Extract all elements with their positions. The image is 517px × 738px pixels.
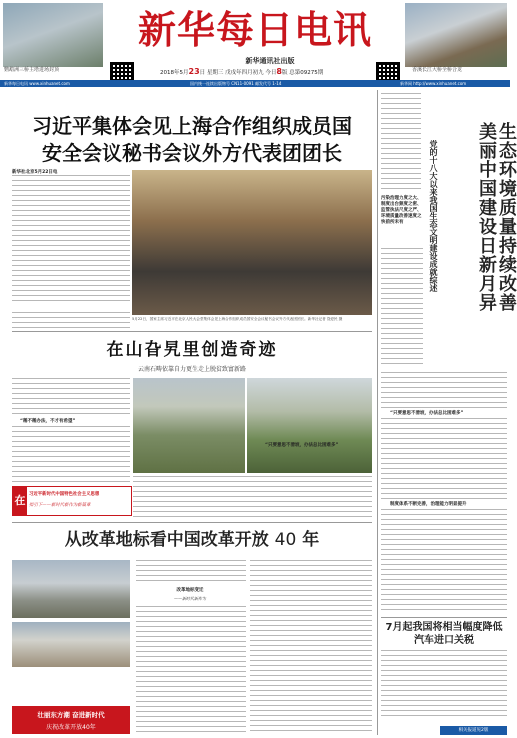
reform-body-col2	[136, 606, 246, 734]
column-divider	[377, 90, 378, 735]
ecology-section-3: 制度体系不断完善，治理能力明显提升	[390, 502, 467, 507]
tariff-headline: 7月起我国将相当幅度降低汽车进口关税	[385, 622, 503, 646]
divider	[12, 331, 372, 332]
masthead-right-photo	[405, 3, 507, 67]
slogan-line2: 指引下——新时代新作为新篇章	[29, 503, 91, 508]
anniversary-line1: 壮丽东方潮 奋进新时代	[37, 711, 105, 719]
ecology-vertical-subhead: 党的十八大以来我国生态文明建设成就综述	[429, 140, 438, 292]
info-bar-center: 国内统一连续出版物号 CN11-0091 邮发代号 1-14	[190, 81, 282, 86]
mountain-body-col1-bottom	[12, 426, 130, 484]
lead-body	[12, 170, 130, 310]
ecology-section-2: “只要意思不滑坡，办法总比困难多”	[390, 411, 464, 416]
anniversary-line2: 庆祝改革开放40年	[46, 724, 96, 731]
lead-headline-line1: 习近平集体会见上海合作组织成员国	[32, 114, 352, 138]
masthead-left-caption: 鹦鹉洲三桥主塔进场封顶	[4, 67, 60, 73]
reform-headline-number: 40	[274, 530, 297, 550]
reform-body-col3	[250, 560, 372, 734]
reform-body-col2-top	[136, 560, 246, 584]
right-body-bottom	[381, 509, 507, 613]
slogan-line1: 习近平新时代中国特色社会主义思想	[29, 492, 100, 497]
divider	[381, 617, 507, 618]
right-body-top	[381, 93, 421, 193]
reform-photo-1	[12, 560, 130, 618]
info-bar	[0, 80, 510, 87]
related-report-tag: 相关报道见2版	[440, 726, 507, 735]
reform-headline-text: 从改革地标看中国改革开放	[64, 530, 269, 550]
divider	[12, 522, 372, 523]
date-rest: 日 星期三 戊戌年四月初九 今日	[199, 70, 277, 76]
issue-number: 版 总第09275期	[281, 70, 324, 76]
anniversary-banner	[12, 706, 130, 734]
masthead-right-caption: 香溪长江大桥全桥合龙	[412, 67, 463, 73]
slogan-banner	[12, 486, 132, 516]
date-prefix: 2018年5月	[160, 70, 189, 76]
info-bar-right: 新华网 http://www.xinhuanet.com	[400, 81, 467, 86]
right-body-wide	[381, 372, 507, 408]
mountain-subhead: 云南石畴依靠自力更生走上脱贫致富新路	[137, 366, 246, 373]
reform-subhead-2: ——新时代新作为	[174, 596, 206, 601]
lead-body-continued	[12, 312, 130, 330]
dateline	[160, 67, 390, 76]
publisher-name: 新华通讯社出版	[245, 57, 295, 65]
lead-body-lines	[12, 175, 130, 303]
date-day: 23	[188, 67, 200, 76]
lead-byline: 新华社北京5月22日电	[12, 170, 58, 175]
ecology-section-1: 污染治理力度之大、制度出台频度之密、监管执法尺度之严、环境质量改善速度之快前所未有	[381, 196, 422, 225]
mountain-headline: 在山旮旯里创造奇迹	[106, 340, 278, 360]
slogan-tag: 在	[13, 487, 27, 515]
page-count: 8	[276, 67, 282, 76]
mountain-body-col1-top	[12, 378, 130, 416]
masthead-left-photo	[3, 3, 103, 67]
reform-photo-2	[12, 622, 130, 667]
lead-photo	[132, 170, 372, 315]
right-body-lower	[381, 418, 507, 500]
mountain-photo-left	[133, 378, 245, 473]
reform-headline-suffix: 年	[302, 530, 320, 550]
tariff-body	[381, 650, 507, 716]
ecology-vertical-headline: 生态环境质量持续改善 美丽中国建设日新月异	[476, 122, 517, 312]
reform-subhead-1: 改革地标变迁	[176, 588, 204, 593]
mountain-body-col2	[133, 476, 372, 518]
lead-photo-caption: 5月22日，国家主席习近平在北京人民大会堂集体会见上海合作组织成员国安全会议秘书会议外方代表团团长。新华社记者 饶爱民 摄	[132, 317, 343, 321]
lead-headline-line2: 安全会议秘书会议外方代表团团长	[42, 141, 342, 165]
right-body-mid	[381, 248, 423, 368]
masthead-title: 新华每日电讯	[137, 7, 372, 52]
reform-headline	[12, 530, 372, 550]
info-bar-left: 新华每日电讯 www.xinhuanet.com	[4, 81, 70, 86]
mountain-pull-quote-1: “稀不稀办法，不才有希望”	[20, 419, 76, 424]
mountain-photo-right	[247, 378, 372, 473]
mountain-pull-quote-2: “只要意思不滑坡，办法总比困难多”	[265, 443, 339, 448]
